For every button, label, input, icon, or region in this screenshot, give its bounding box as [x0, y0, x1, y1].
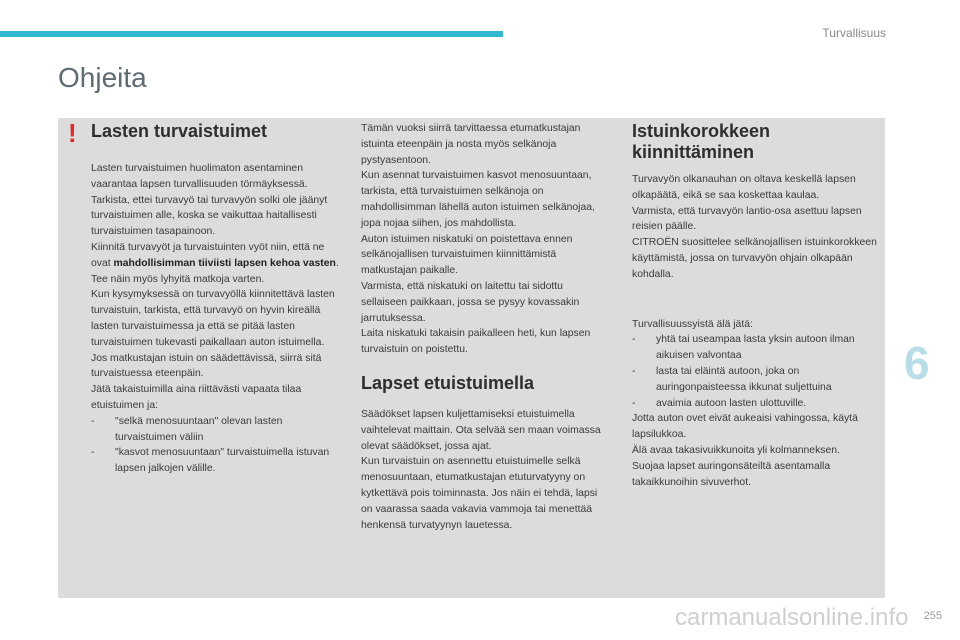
paragraph: Kun kysymyksessä on turvavyöllä kiinnitettävä lasten turvaistuin, tarkista, että turvavyö on hyvin kireällä lasten turvaistuimessa ja että se pitää lasten turvaistuimen tukevasti paikallaan auton istuimella. Jos matkustajan istuin on säädettävissä, siirrä sitä turvaistuessa eteenpäin. [91, 289, 335, 380]
paragraph: Jotta auton ovet eivät aukeaisi vahingossa, käytä lapsilukkoa. [632, 413, 858, 441]
paragraph: Laita niskatuki takaisin paikalleen heti, kun lapsen turvaistuin on poistettu. [361, 328, 591, 356]
paragraph: CITROËN suosittelee selkänojallisen istuinkorokkeen käyttämistä, jossa on turvavyön ohjain olkapään kohdalla. [632, 237, 877, 280]
column-middle [361, 121, 603, 533]
paragraph: Varmista, että niskatuki on laitettu tai sidottu sellaiseen paikkaan, jossa se pysyy kovassakin jarrutuksessa. [361, 280, 580, 324]
page-number: 255 [923, 610, 942, 622]
paragraph: Älä avaa takasivuikkunoita yli kolmanneksen. [632, 444, 840, 456]
paragraph: Suojaa lapset auringonsäteiltä asentamalla takaikkunoihin sivuverhot. [632, 460, 831, 488]
content-panel [58, 118, 885, 598]
page-title: Ohjeita [58, 62, 147, 93]
paragraph: Turvavyön olkanauhan on oltava keskellä lapsen olkapäätä, eikä se saa koskettaa kaulaa. [632, 174, 856, 201]
paragraph: Lasten turvaistuimen huolimaton asentaminen vaarantaa lapsen turvallisuuden törmäyksessä. [91, 163, 308, 190]
paragraph: Kun asennat turvaistuimen kasvot menosuuntaan, tarkista, että turvaistuimen selkänoja on mahdollisimman lähellä auton istuimen selkänojaa, jopa nojaa siihen, jos mahdollista. [361, 170, 595, 229]
heading-front-seat-children: Lapset etuistuimella [361, 372, 535, 393]
paragraph: Jätä takaistuimilla aina riittävästi vapaata tilaa etuistuimen ja: [91, 384, 302, 411]
list-item: - yhtä tai useampaa lasta yksin autoon ilman aikuisen valvontaa [632, 332, 882, 364]
list-item: - lasta tai eläintä autoon, joka on auringonpaisteessa ikkunat suljettuina [632, 364, 882, 396]
column-booster [632, 121, 882, 490]
paragraph: Tämän vuoksi siirrä tarvittaessa etumatkustajan istuinta eteenpäin ja nosta myös selkänoja pystyasentoon. [361, 123, 581, 166]
paragraph: Turvallisuussyistä älä jätä: [632, 318, 753, 330]
column-child-seats [91, 121, 343, 477]
paragraph: Auton istuimen niskatuki on poistettava ennen selkänojallisen turvaistuimen kiinnittämistä matkustajan paikalle. [361, 233, 573, 277]
paragraph: Kiinnitä turvavyöt ja turvaistuinten vyöt niin, että ne ovat mahdollisimman tiiviisti lapsen kehoa vasten. Tee näin myös lyhyitä matkoja varten. [91, 241, 339, 285]
paragraph: Tarkista, ettei turvavyö tai turvavyön solki ole jäänyt turvaistuimen alle, koska se vaikuttaa haitallisesti turvaistuimen tasapainoon. [91, 194, 328, 238]
heading-child-seats: Lasten turvaistuimet [91, 121, 268, 141]
list-item: - avaimia autoon lasten ulottuville. [632, 396, 882, 412]
watermark: carmanualsonline.info [675, 604, 909, 631]
list-item: - "selkä menosuuntaan" olevan lasten turvaistuimen väliin [91, 414, 343, 446]
paragraph: Säädökset lapsen kuljettamiseksi etuistuimella vaihtelevat maittain. Ota selvää sen maan voimassa olevat säädökset, jossa ajat. [361, 408, 601, 452]
chapter-number: 6 [904, 337, 930, 389]
paragraph: Kun turvaistuin on asennettu etuistuimelle selkä menosuuntaan, etumatkustajan etuturvatyyny on kytkettävä pois toiminnasta. Jos näin ei tehdä, lapsi on vaarassa saada vakavia vammoja tai menettää henkensä turvatyynyn lauetessa. [361, 456, 598, 531]
list-item: - "kasvot menosuuntaan" turvaistuimella istuvan lapsen jalkojen välille. [91, 445, 343, 477]
paragraph: Varmista, että turvavyön lantio-osa asettuu lapsen reisien päälle. [632, 205, 862, 233]
section-title: Turvallisuus [822, 26, 886, 40]
heading-booster-fitting: Istuinkorokkeen kiinnittäminen [632, 121, 771, 162]
exclamation-icon: ! [68, 118, 77, 148]
top-accent-bar [0, 31, 503, 37]
